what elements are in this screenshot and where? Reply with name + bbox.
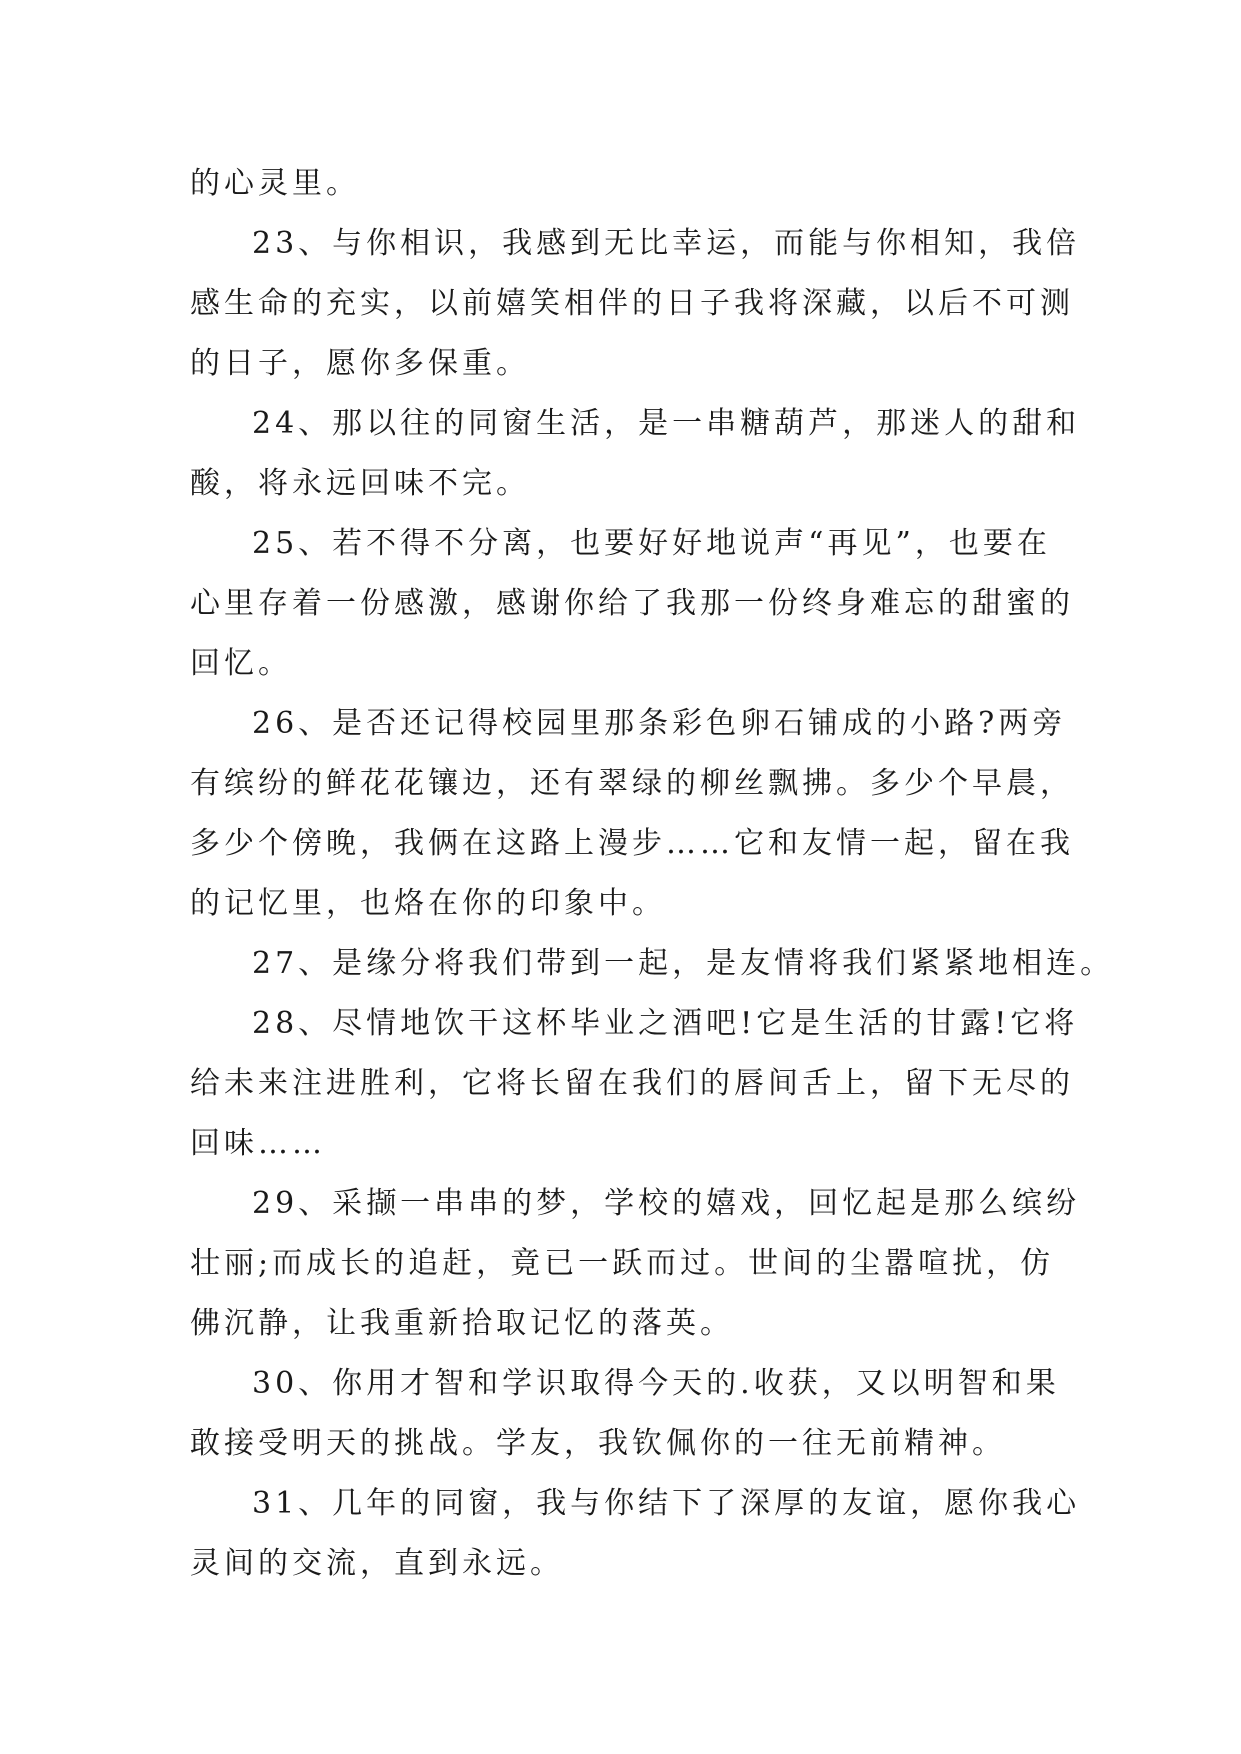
- text-line: 酸，将永远回味不完。: [190, 466, 530, 501]
- text-line: 的心灵里。: [190, 166, 360, 201]
- text-line: 25、若不得不分离，也要好好地说声“再见”，也要在: [252, 526, 1051, 561]
- text-line: 佛沉静，让我重新拾取记忆的落英。: [190, 1306, 734, 1341]
- text-line: 敢接受明天的挑战。学友，我钦佩你的一往无前精神。: [190, 1426, 1006, 1461]
- text-line: 的记忆里，也烙在你的印象中。: [190, 886, 666, 921]
- text-line: 29、采撷一串串的梦，学校的嬉戏，回忆起是那么缤纷: [252, 1186, 1081, 1221]
- paragraph-item-26: [190, 694, 1074, 934]
- text-line: 回忆。: [190, 646, 292, 681]
- paragraph-item-23: [190, 214, 1081, 394]
- paragraph-item-25: [190, 514, 1074, 694]
- document-body: [190, 154, 1115, 1594]
- paragraph-item-29: [190, 1174, 1081, 1354]
- text-line: 26、是否还记得校园里那条彩色卵石铺成的小路?两旁: [252, 706, 1067, 741]
- text-line: 的日子，愿你多保重。: [190, 346, 530, 381]
- text-line: 壮丽;而成长的追赶，竟已一跃而过。世间的尘嚣喧扰，仿: [190, 1246, 1055, 1281]
- paragraph-item-28: [190, 994, 1079, 1174]
- text-line: 感生命的充实，以前嬉笑相伴的日子我将深藏，以后不可测: [190, 286, 1074, 321]
- text-line: 30、你用才智和学识取得今天的.收获，又以明智和果: [252, 1366, 1060, 1401]
- text-line: 多少个傍晚，我俩在这路上漫步……它和友情一起，留在我: [190, 826, 1074, 861]
- paragraph-item-31: [190, 1474, 1081, 1594]
- text-line: 有缤纷的鲜花花镶边，还有翠绿的柳丝飘拂。多少个早晨，: [190, 766, 1074, 801]
- text-line: 28、尽情地饮干这杯毕业之酒吧!它是生活的甘露!它将: [252, 1006, 1079, 1041]
- text-line: 回味……: [190, 1126, 326, 1161]
- text-line: 灵间的交流，直到永远。: [190, 1546, 564, 1581]
- text-line: 给未来注进胜利，它将长留在我们的唇间舌上，留下无尽的: [190, 1066, 1074, 1101]
- text-line: 24、那以往的同窗生活，是一串糖葫芦，那迷人的甜和: [252, 406, 1081, 441]
- text-line: 31、几年的同窗，我与你结下了深厚的友谊，愿你我心: [252, 1486, 1081, 1521]
- paragraph-item-24: [190, 394, 1081, 514]
- text-line: 心里存着一份感激，感谢你给了我那一份终身难忘的甜蜜的: [190, 586, 1074, 621]
- paragraph-item-30: [190, 1354, 1060, 1474]
- paragraph-continuation: [190, 154, 1060, 214]
- text-line: 27、是缘分将我们带到一起，是友情将我们紧紧地相连。: [252, 946, 1115, 981]
- paragraph-item-27: [190, 934, 1115, 994]
- text-line: 23、与你相识，我感到无比幸运，而能与你相知，我倍: [252, 226, 1081, 261]
